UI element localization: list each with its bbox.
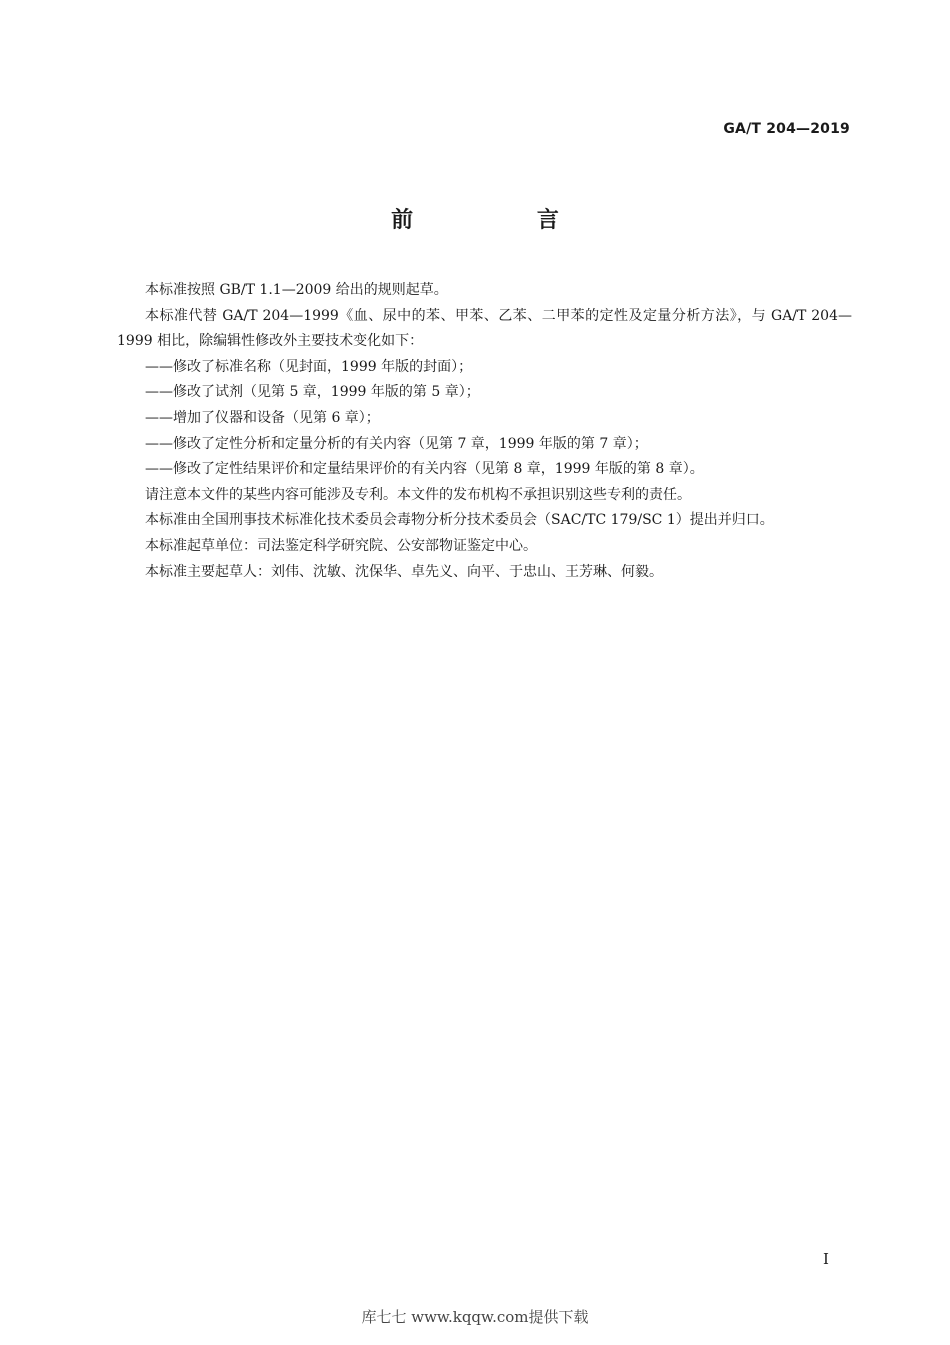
paragraph-drafting-rules: 本标准按照 GB/T 1.1—2009 给出的规则起草。 (145, 282, 448, 298)
change-item: ——修改了定性结果评价和定量结果评价的有关内容（见第 8 章，1999 年版的第 8 章）。 (145, 461, 704, 478)
watermark: 库七七 www.kqqw.com提供下载 (361, 1308, 589, 1326)
standard-code: GA/T 204—2019 (723, 121, 850, 137)
change-item: ——修改了标准名称（见封面，1999 年版的封面）； (145, 358, 473, 375)
paragraph-replacement: 本标准代替 GA/T 204—1999《血、尿中的苯、甲苯、乙苯、二甲苯的定性及定量分析方法》，与 GA/T 204—1999 相比，除编辑性修改外主要技术变化如下： (117, 307, 852, 350)
foreword-body (117, 278, 852, 585)
paragraph-proposer: 本标准由全国刑事技术标准化技术委员会毒物分析分技术委员会（SAC/TC 179/SC 1）提出并归口。 (145, 512, 774, 529)
change-item: ——修改了定性分析和定量分析的有关内容（见第 7 章，1999 年版的第 7 章）； (145, 435, 648, 452)
paragraph-drafting-units: 本标准起草单位：司法鉴定科学研究院、公安部物证鉴定中心。 (145, 537, 537, 554)
page-number: I (823, 1250, 829, 1268)
change-item: ——修改了试剂（见第 5 章，1999 年版的第 5 章）； (145, 384, 480, 401)
paragraph-drafters: 本标准主要起草人：刘伟、沈敏、沈保华、卓先义、向平、于忠山、王芳琳、何毅。 (145, 563, 663, 580)
paragraph-patent-notice: 请注意本文件的某些内容可能涉及专利。本文件的发布机构不承担识别这些专利的责任。 (145, 486, 691, 503)
change-item: ——增加了仪器和设备（见第 6 章）； (145, 409, 380, 426)
page-title: 前 言 (391, 208, 617, 233)
